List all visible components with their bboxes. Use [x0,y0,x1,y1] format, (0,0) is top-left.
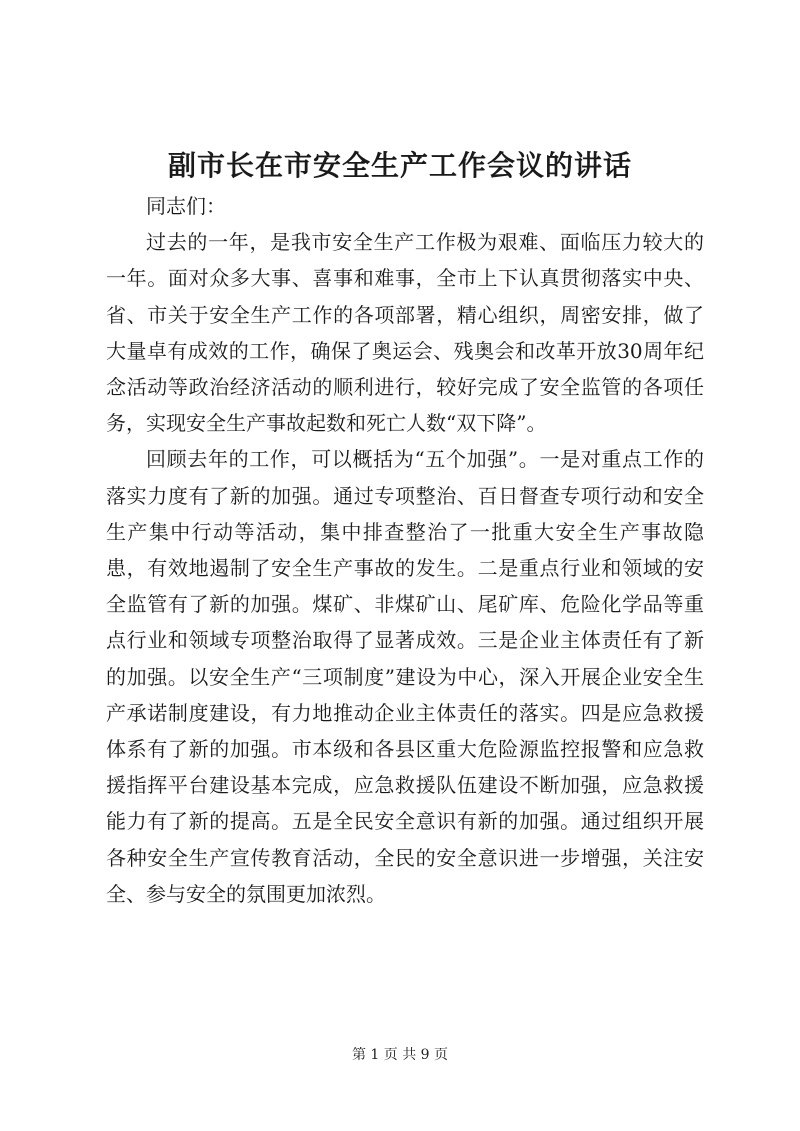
document-body [106,188,704,912]
document-title: 副市长在市安全生产工作会议的讲话 [167,149,632,182]
salutation: 同志们： [146,194,226,218]
paragraph-1: 过去的一年，是我市安全生产工作极为艰难、面临压力较大的一年。面对众多大事、喜事和难事，全市上下认真贯彻落实中央、省、市关于安全生产工作的各项部署，精心组织，周密安排，做了大量卓有成效的工作，确保了奥运会、残奥会和改革开放30周年纪念活动等政治经济活动的顺利进行，较好完成了安全监管的各项任务，实现安全生产事故起数和死亡人数“双下降”。 [106,230,704,436]
page-number-footer: 第 1 页 共 9 页 [351,1047,449,1063]
paragraph-2: 回顾去年的工作，可以概括为“五个加强”。一是对重点工作的落实力度有了新的加强。通过专项整治、百日督查专项行动和安全生产集中行动等活动，集中排查整治了一批重大安全生产事故隐患，有效地遏制了安全生产事故的发生。二是重点行业和领域的安全监管有了新的加强。煤矿、非煤矿山、尾矿库、危险化学品等重点行业和领域专项整治取得了显著成效。三是企业主体责任有了新的加强。以安全生产“三项制度”建设为中心，深入开展企业安全生产承诺制度建设，有力地推动企业主体责任的落实。四是应急救援体系有了新的加强。市本级和各县区重大危险源监控报警和应急救援指挥平台建设基本完成，应急救援队伍建设不断加强，应急救援能力有了新的提高。五是全民安全意识有新的加强。通过组织开展各种安全生产宣传教育活动，全民的安全意识进一步增强，关注安全、参与安全的氛围更加浓烈。 [106,447,704,906]
